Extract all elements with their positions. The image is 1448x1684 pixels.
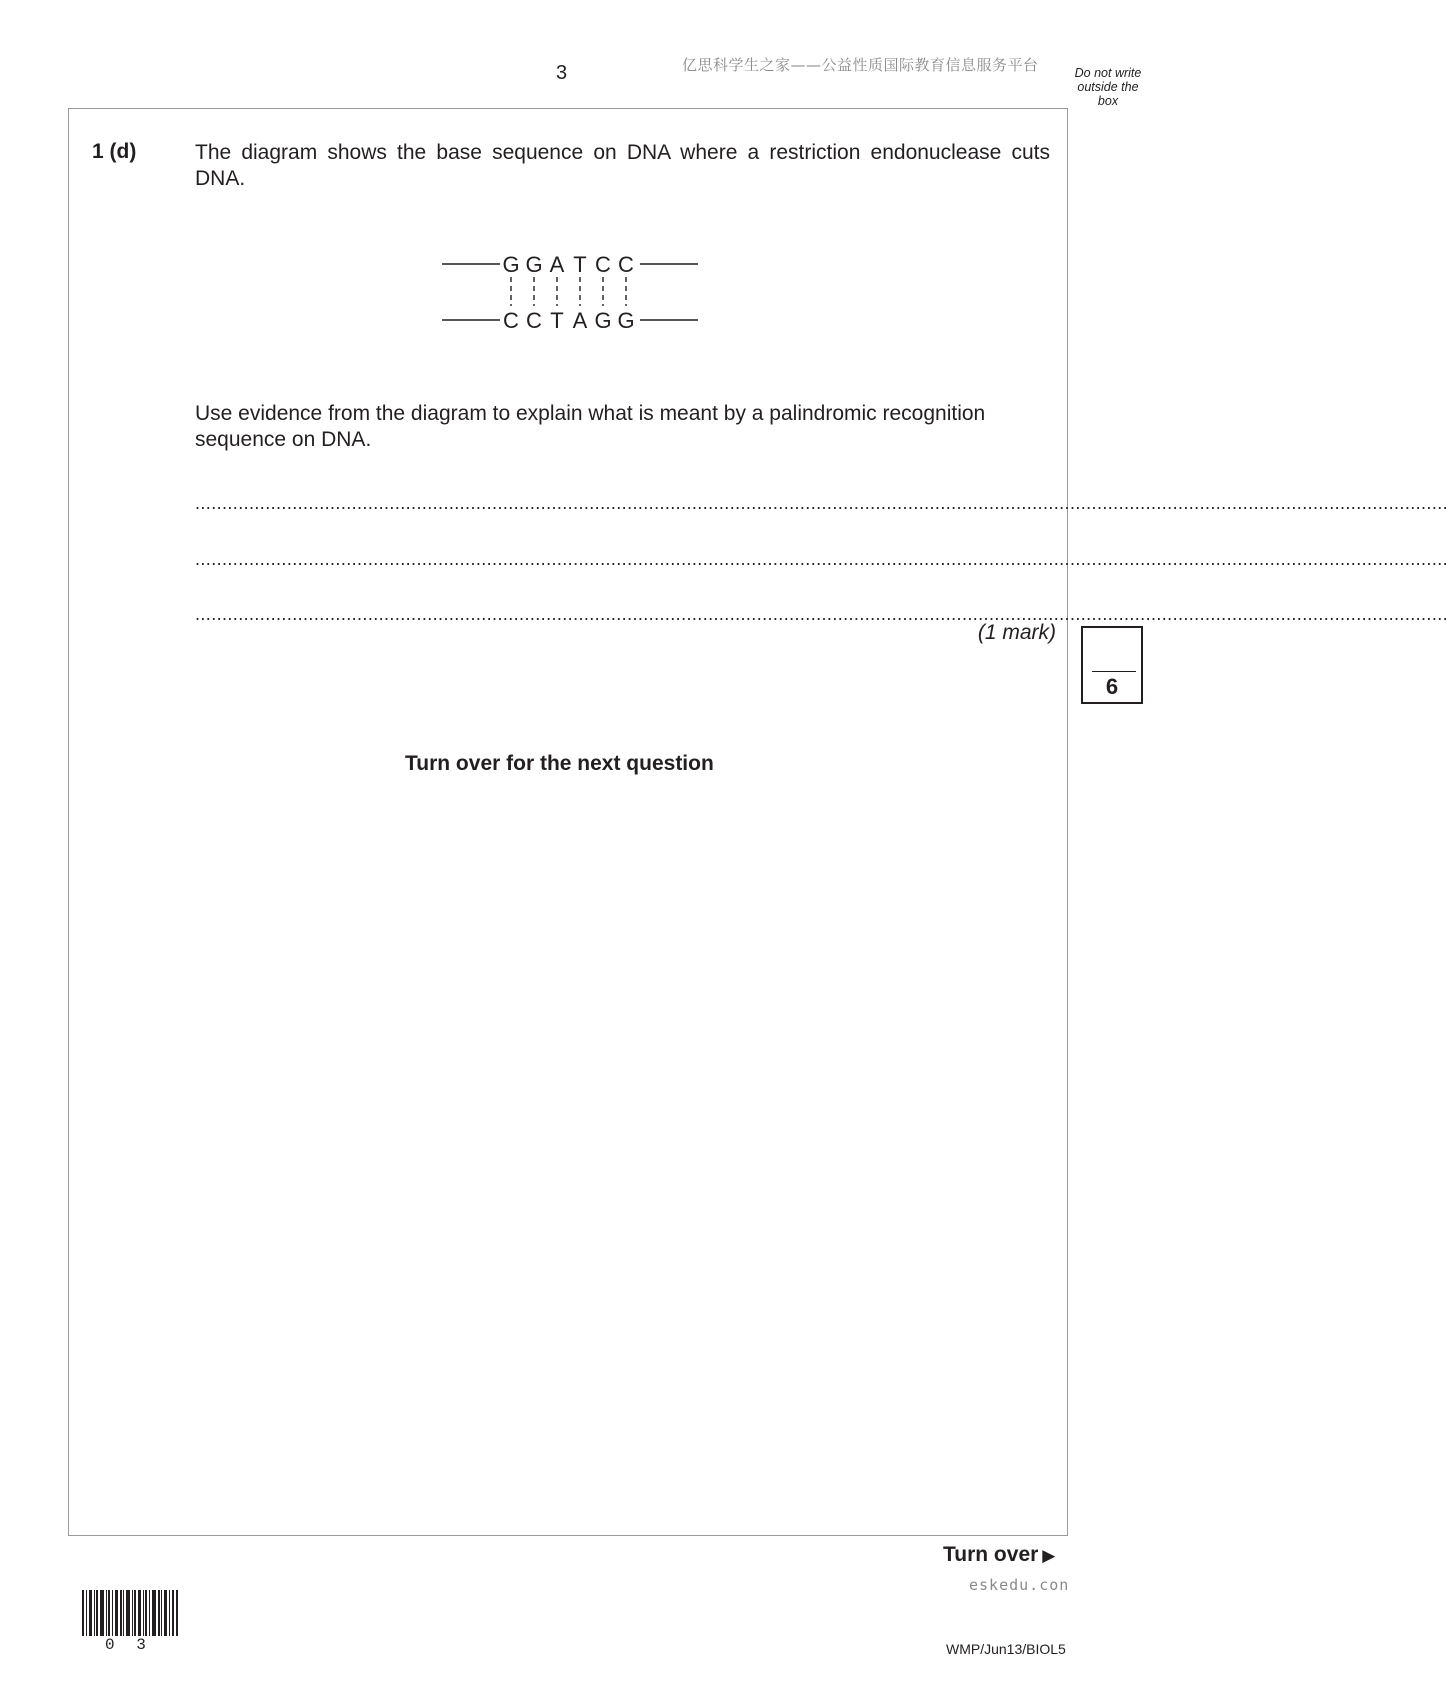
bottom-base-3: T: [550, 308, 564, 333]
top-base-4: T: [573, 252, 587, 277]
top-base-2: G: [525, 252, 543, 277]
question-intro: The diagram shows the base sequence on DNA where a restriction endonuclease cuts DNA.: [195, 141, 1050, 190]
play-arrow-icon: ▶: [1042, 1546, 1056, 1565]
dna-sequence-diagram: [440, 246, 700, 333]
answer-line-2[interactable]: ........................................................................................................................................................................................................................................: [195, 549, 1448, 569]
bottom-base-6: G: [617, 308, 635, 333]
question-number: 1 (d): [92, 140, 137, 163]
paper-reference: WMP/Jun13/BIOL5: [946, 1641, 1066, 1657]
score-box: [1081, 626, 1143, 704]
bottom-base-2: C: [526, 308, 542, 333]
header-watermark: 亿思科学生之家——公益性质国际教育信息服务平台: [682, 56, 1039, 74]
bottom-base-4: A: [572, 308, 588, 333]
turn-over-label: [943, 1543, 1055, 1567]
footer-watermark: eskedu.con: [969, 1576, 1070, 1594]
score-divider: [1092, 671, 1136, 672]
top-base-5: C: [595, 252, 611, 277]
bottom-base-5: G: [594, 308, 612, 333]
score-value: 6: [1105, 674, 1119, 699]
answer-line-1[interactable]: ........................................................................................................................................................................................................................................: [195, 493, 1448, 513]
page-code: 0 3: [105, 1636, 152, 1654]
top-base-1: G: [502, 252, 520, 277]
top-base-3: A: [549, 252, 565, 277]
page-number: 3: [556, 62, 568, 84]
top-base-6: C: [618, 252, 634, 277]
margin-note: Do not write outside the box: [1074, 66, 1142, 108]
answer-line-3[interactable]: ........................................................................................................................................................................................................................................: [195, 604, 1448, 624]
mark-allocation: (1 mark): [977, 621, 1056, 644]
turn-over-next-question: Turn over for the next question: [405, 752, 714, 775]
turn-over-text: Turn over: [943, 1543, 1039, 1566]
bottom-base-1: C: [503, 308, 519, 333]
question-prompt: Use evidence from the diagram to explain what is meant by a palindromic recognition sequence on DNA.: [195, 402, 986, 451]
barcode-icon: [82, 1590, 178, 1636]
